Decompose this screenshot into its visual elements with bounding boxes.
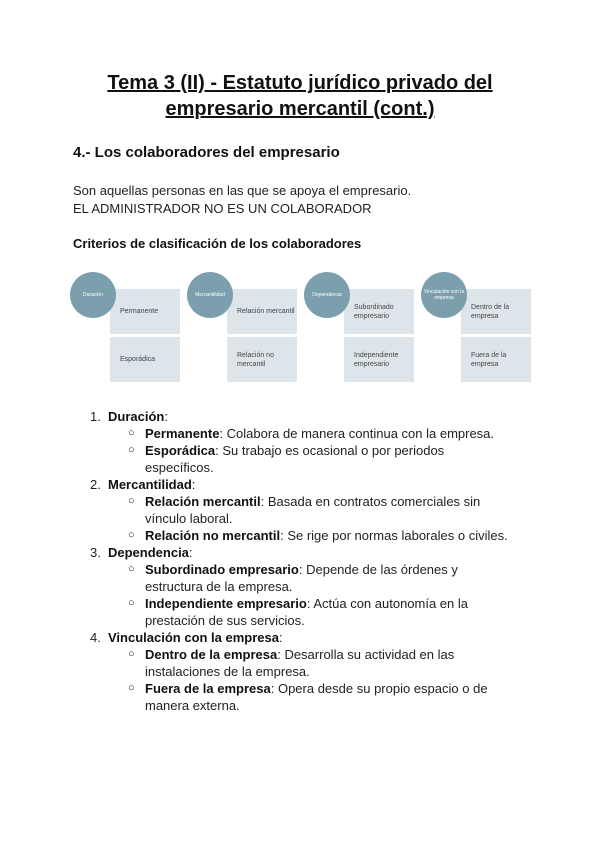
list-colon: : xyxy=(164,409,168,424)
classification-diagram xyxy=(70,272,535,387)
sub-text: : Basada en contratos comerciales sin vínculo laboral. xyxy=(145,494,481,526)
sub-term: Esporádica xyxy=(145,443,216,458)
sub-item xyxy=(90,493,515,527)
sub-item xyxy=(90,561,515,595)
list-colon: : xyxy=(279,630,283,645)
sub-text: : Actúa con autonomía en la prestación de sus servicios. xyxy=(145,596,468,628)
circle-bullet-icon: ○ xyxy=(128,444,135,456)
list-colon: : xyxy=(188,545,193,560)
list-item xyxy=(90,629,515,646)
list-number: 2. xyxy=(90,477,101,492)
sub-term: Relación no mercantil xyxy=(145,528,281,543)
list-item xyxy=(90,476,515,493)
sub-text: : Colabora de manera continua con la empresa. xyxy=(219,426,495,441)
diagram-box: Dentro de la empresa xyxy=(461,289,531,334)
diagram-box: Relación no mercantil xyxy=(227,337,297,382)
sub-item xyxy=(90,646,515,680)
sub-text: : Opera desde su propio espacio o de manera externa. xyxy=(145,681,488,713)
section-heading: 4.- Los colaboradores del empresario xyxy=(73,144,340,161)
sub-text: : Su trabajo es ocasional o por periodos específicos. xyxy=(145,443,445,475)
list-heading: Mercantilidad xyxy=(108,477,192,492)
sub-term: Independiente empresario xyxy=(145,596,307,611)
list-heading: Vinculación con la empresa xyxy=(108,630,279,645)
sub-item xyxy=(90,442,515,476)
intro-line-2: EL ADMINISTRADOR NO ES UN COLABORADOR xyxy=(73,201,372,216)
title-line-1: Tema 3 (II) - Estatuto jurídico privado del xyxy=(107,72,493,94)
list-item xyxy=(90,408,515,425)
title-line-2: empresario mercantil (cont.) xyxy=(165,98,435,120)
list-number: 4. xyxy=(90,630,101,645)
diagram-circle: Vinculación con la empresa xyxy=(421,272,467,318)
list-colon: : xyxy=(191,477,196,492)
diagram-group-duracion xyxy=(70,272,190,387)
list-item xyxy=(90,544,515,561)
diagram-box: Fuera de la empresa xyxy=(461,337,531,382)
intro-line-1: Son aquellas personas en las que se apoya el empresario. xyxy=(73,183,412,198)
diagram-group-dependencia xyxy=(304,272,424,387)
sub-text: : Se rige por normas laborales o civiles. xyxy=(280,528,508,543)
sub-text: : Desarrolla su actividad en las instalaciones de la empresa. xyxy=(145,647,455,679)
circle-bullet-icon: ○ xyxy=(128,563,135,575)
sub-term: Permanente xyxy=(145,426,220,441)
diagram-box: Esporádica xyxy=(110,337,180,382)
diagram-circle: Mercantilidad xyxy=(187,272,233,318)
intro-paragraph xyxy=(73,182,411,218)
sub-item xyxy=(90,595,515,629)
circle-bullet-icon: ○ xyxy=(128,495,135,507)
diagram-box: Independiente empresario xyxy=(344,337,414,382)
circle-bullet-icon: ○ xyxy=(128,597,135,609)
diagram-group-mercantilidad xyxy=(187,272,307,387)
diagram-box: Permanente xyxy=(110,289,180,334)
sub-item xyxy=(90,680,515,714)
diagram-circle: Duración xyxy=(70,272,116,318)
criteria-list xyxy=(90,408,515,714)
sub-text: : Depende de las órdenes y estructura de la empresa. xyxy=(145,562,458,594)
sub-term: Dentro de la empresa xyxy=(145,647,278,662)
diagram-box: Relación mercantil xyxy=(227,289,297,334)
circle-bullet-icon: ○ xyxy=(128,529,135,541)
circle-bullet-icon: ○ xyxy=(128,427,135,439)
sub-term: Relación mercantil xyxy=(145,494,261,509)
sub-item xyxy=(90,425,515,442)
diagram-circle: Dependencia xyxy=(304,272,350,318)
sub-term: Subordinado empresario xyxy=(145,562,299,577)
diagram-box: Subordinado empresario xyxy=(344,289,414,334)
list-heading: Dependencia xyxy=(108,545,189,560)
list-number: 1. xyxy=(90,409,101,424)
list-number: 3. xyxy=(90,545,101,560)
criteria-heading: Criterios de clasificación de los colaboradores xyxy=(73,236,362,251)
list-heading: Duración xyxy=(108,409,165,424)
page-title xyxy=(0,70,600,122)
diagram-group-vinculacion xyxy=(421,272,541,387)
circle-bullet-icon: ○ xyxy=(128,648,135,660)
circle-bullet-icon: ○ xyxy=(128,682,135,694)
sub-term: Fuera de la empresa xyxy=(145,681,271,696)
sub-item xyxy=(90,527,515,544)
